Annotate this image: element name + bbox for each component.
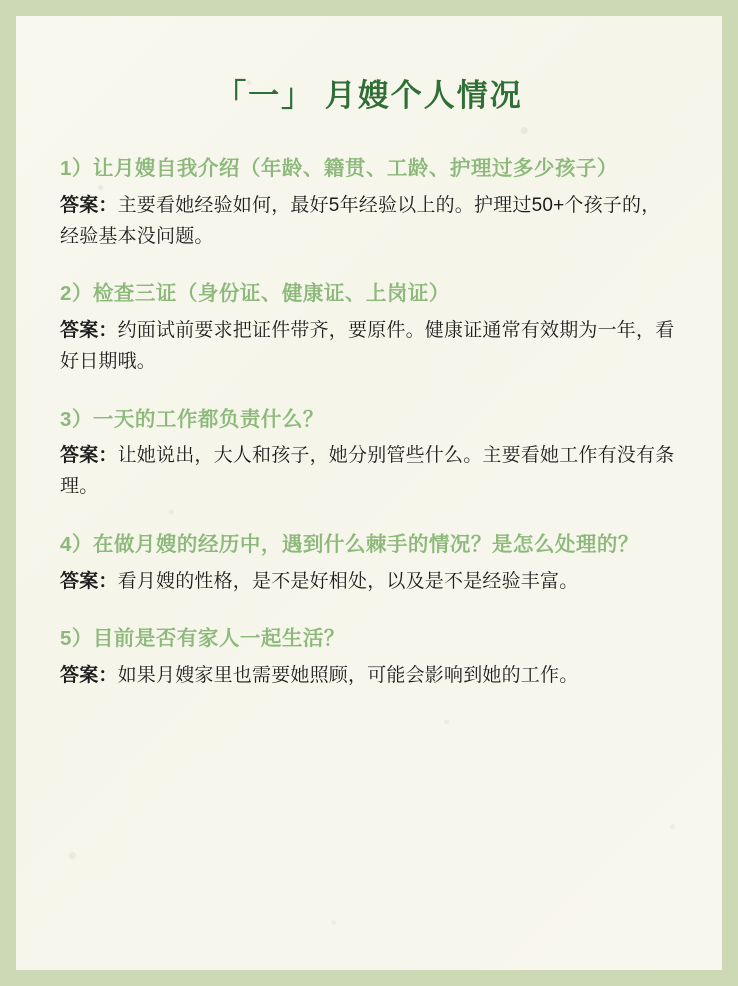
qa-item — [60, 278, 678, 377]
question-text: 3）一天的工作都负责什么？ — [60, 407, 324, 431]
page-title: 「一」 月嫂个人情况 — [215, 78, 523, 113]
question-text: 2）检查三证（身份证、健康证、上岗证） — [60, 282, 450, 306]
answer-text: 约面试前要求把证件带齐，要原件。健康证通常有效期为一年，看好日期哦。 — [60, 320, 675, 372]
answer-block — [60, 191, 678, 253]
question-text: 5）目前是否有家人一起生活？ — [60, 627, 345, 651]
answer-text: 主要看她经验如何，最好5年经验以上的。护理过50+个孩子的，经验基本没问题。 — [60, 194, 661, 247]
question-text: 4）在做月嫂的经历中，遇到什么棘手的情况？是怎么处理的？ — [60, 532, 639, 556]
answer-text: 让她说出，大人和孩子，她分别管些什么。主要看她工作有没有条理。 — [60, 445, 675, 498]
answer-block — [60, 661, 678, 692]
answer-label: 答案： — [60, 445, 118, 467]
answer-block — [60, 567, 678, 598]
qa-item — [60, 623, 678, 692]
answer-block — [60, 441, 678, 503]
answer-label: 答案： — [60, 194, 118, 216]
answer-label: 答案： — [60, 570, 118, 592]
qa-item — [60, 404, 678, 503]
answer-text: 如果月嫂家里也需要她照顾，可能会影响到她的工作。 — [117, 665, 579, 687]
note-card — [16, 16, 722, 970]
qa-item — [60, 529, 678, 598]
answer-block — [60, 316, 678, 378]
answer-label: 答案： — [60, 320, 118, 342]
answer-text: 看月嫂的性格，是不是好相处，以及是不是经验丰富。 — [117, 570, 579, 592]
question-text: 1）让月嫂自我介绍（年龄、籍贯、工龄、护理过多少孩子） — [60, 157, 618, 180]
answer-label: 答案： — [60, 665, 118, 687]
qa-item — [60, 153, 678, 252]
qa-list — [60, 153, 678, 692]
